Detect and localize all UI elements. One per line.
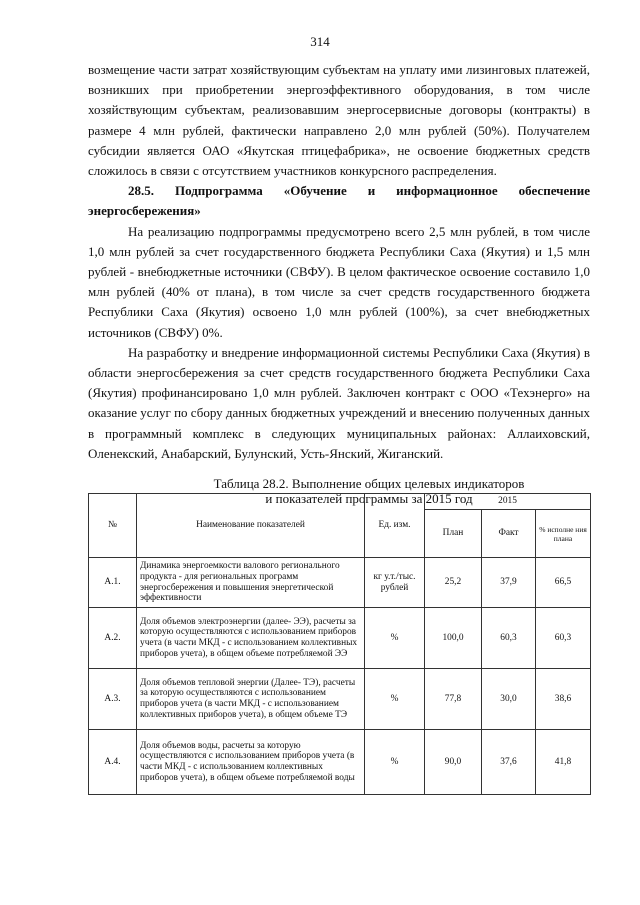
table-caption-line-1: Таблица 28.2. Выполнение общих целевых индикаторов (213, 476, 525, 492)
row-fact: 30,0 (482, 669, 536, 730)
document-body (88, 60, 590, 506)
row-number: А.1. (89, 558, 137, 608)
header-number: № (89, 494, 137, 558)
table-row (89, 558, 591, 608)
row-percent: 66,5 (536, 558, 591, 608)
row-unit: % (365, 669, 425, 730)
row-indicator-name: Доля объемов электроэнергии (далее- ЭЭ), расчеты за которую осуществляются с использованием приборов учета (в части МКД - с использованием коллективных приборов учета), в общем объеме потребляемой ЭЭ (137, 608, 365, 669)
row-number: А.3. (89, 669, 137, 730)
row-plan: 90,0 (425, 730, 482, 795)
section-heading-28-5: 28.5. Подпрограмма «Обучение и информационное обеспечение энергосбережения» (88, 183, 590, 219)
row-plan: 25,2 (425, 558, 482, 608)
header-fact: Факт (482, 510, 536, 558)
row-fact: 37,9 (482, 558, 536, 608)
page-number: 314 (310, 34, 330, 49)
row-indicator-name: Динамика энергоемкости валового регионального продукта - для региональных программ энергосбережения и повышения энергетической эффективности (137, 558, 365, 608)
table-row (89, 730, 591, 795)
table-row (89, 669, 591, 730)
paragraph-subprogram-funding: На реализацию подпрограммы предусмотрено всего 2,5 млн рублей, в том числе 1,0 млн рублей за счет государственного бюджета Республики Саха (Якутия) и 1,5 млн рублей - внебюджетные источники (СВФУ). В целом фактическое освоение составило 1,0 млн рублей (40% от плана), в том числе за счет средств государственного бюджета Республики Саха (Якутия) освоено 1,0 млн рублей (100%), за счет внебюджетных источников (СВФУ) 0%. (88, 223, 590, 340)
header-name: Наименование показателей (137, 494, 365, 558)
paragraph-information-system: На разработку и внедрение информационной системы Республики Саха (Якутия) в области энергосбережения за счет средств государственного бюджета Республики Саха (Якутия) профинансировано 1,0 млн рублей. Заключен контракт с ООО «Техэнерго» на оказание услуг по сбору данных бюджетных учреждений и внесению полученных данных в программный комплекс в следующих муниципальных районах: Аллаиховский, Оленекский, Анабарский, Булунский, Усть-Янский, Жиганский. (88, 344, 590, 461)
table-caption-line-2: и показателей программы за 2015 год (265, 491, 473, 507)
row-percent: 41,8 (536, 730, 591, 795)
row-plan: 77,8 (425, 669, 482, 730)
row-percent: 60,3 (536, 608, 591, 669)
header-plan: План (425, 510, 482, 558)
row-number: А.2. (89, 608, 137, 669)
row-unit: % (365, 608, 425, 669)
row-plan: 100,0 (425, 608, 482, 669)
header-unit: Ед. изм. (365, 494, 425, 558)
row-unit: % (365, 730, 425, 795)
row-indicator-name: Доля объемов воды, расчеты за которую осуществляются с использованием приборов учета (в части МКД - с использованием коллективных приборов учета), в общем объеме потребляемой воды (137, 730, 365, 795)
indicators-table (88, 493, 591, 795)
row-percent: 38,6 (536, 669, 591, 730)
row-number: А.4. (89, 730, 137, 795)
row-fact: 37,6 (482, 730, 536, 795)
header-year: 2015 (425, 494, 591, 510)
row-fact: 60,3 (482, 608, 536, 669)
paragraph-lizing: возмещение части затрат хозяйствующим субъектам на уплату ими лизинговых платежей, возникших при приобретении энергоэффективного оборудования, в том числе хозяйствующим субъектам, реализовавшим энергосервисные договоры (контракты) в размере 4 млн рублей, фактически направлено 2,0 млн рублей (50%). Получателем субсидии является ОАО «Якутская птицефабрика», не освоение бюджетных средств сложилось в связи с отсутствием участников конкурсного распределения. (88, 62, 590, 179)
table-row (89, 608, 591, 669)
row-unit: кг у.т./тыс. рублей (365, 558, 425, 608)
row-indicator-name: Доля объемов тепловой энергии (Далее- ТЭ), расчеты за которую осуществляются с использованием приборов учета (в части МКД - с использованием коллективных приборов учета), в общем объеме ТЭ (137, 669, 365, 730)
table-header-row-1 (89, 494, 591, 510)
header-percent: % исполне ния плана (536, 510, 591, 558)
